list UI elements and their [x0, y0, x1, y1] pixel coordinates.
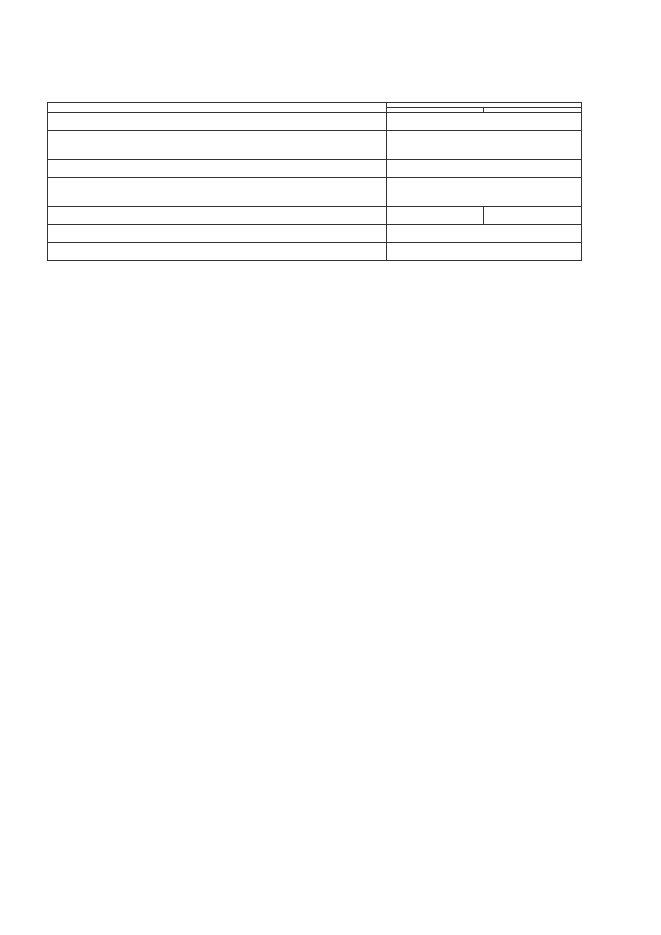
row-label	[48, 113, 387, 131]
table-row	[48, 131, 582, 160]
table-row	[48, 113, 582, 131]
table-row	[48, 160, 582, 178]
row-label	[48, 160, 387, 178]
row-label	[48, 243, 387, 261]
row-value	[387, 113, 582, 131]
row-value	[387, 160, 582, 178]
table-head-name	[48, 103, 387, 113]
row-label	[48, 131, 387, 160]
table-row	[48, 243, 582, 261]
table-row	[48, 207, 582, 225]
row-value-high	[484, 207, 582, 225]
row-value	[387, 131, 582, 160]
table-row	[48, 225, 582, 243]
row-value	[387, 243, 582, 261]
row-label	[48, 225, 387, 243]
page-content	[47, 89, 582, 271]
row-value	[387, 225, 582, 243]
row-value-normal	[387, 207, 484, 225]
row-label	[48, 178, 387, 207]
reliability-table	[47, 102, 582, 261]
row-value	[387, 178, 582, 207]
table-row	[48, 178, 582, 207]
row-label	[48, 207, 387, 225]
